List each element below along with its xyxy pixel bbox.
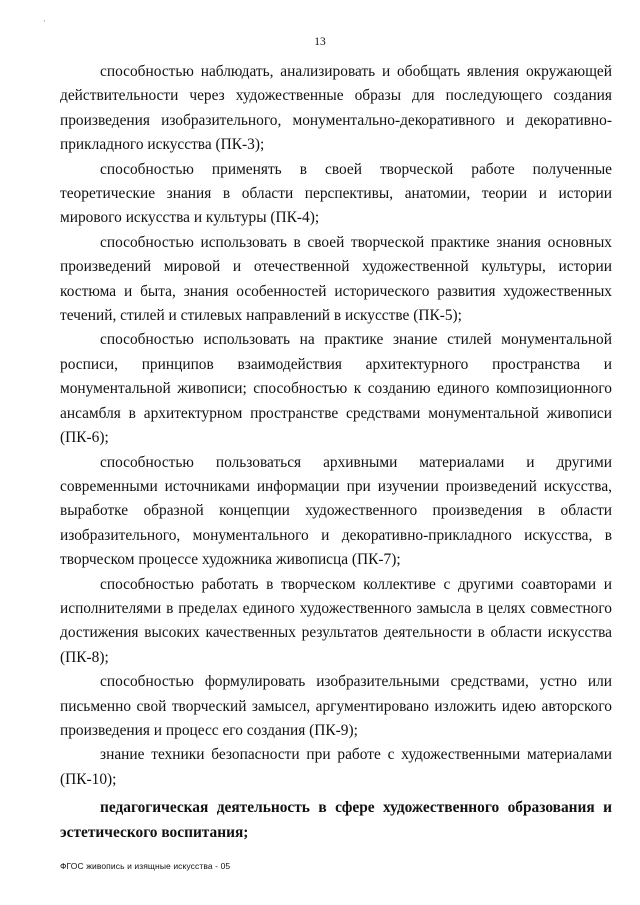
footer-text: ФГОС живопись и изящные искусства - 05 [60, 861, 231, 871]
page-body [60, 60, 612, 845]
scan-mark: · [43, 17, 46, 26]
page-number: 13 [314, 36, 326, 48]
competency-pk10: знание техники безопасности при работе с художественными материалами (ПК-10); [60, 746, 612, 788]
competency-pk8: способностью работать в творческом коллективе с другими соавторами и исполнителями в пределах единого художественного замысла в целях совместного достижения высоких качественных результатов деятельности в области искусства (ПК-8); [60, 575, 612, 666]
competency-pk3: способностью наблюдать, анализировать и обобщать явления окружающей действительности через художественные образы для последующего создания произведения изобразительного, монументально-декоративного и декоративно-прикладного искусства (ПК-3); [60, 63, 612, 154]
section-heading: педагогическая деятельность в сфере художественного образования и эстетического воспитания; [60, 799, 612, 841]
competency-pk6: способностью использовать на практике знание стилей монументальной росписи, принципов взаимодействия архитектурного пространства и монументальной живописи; способностью к созданию единого композиционного ансамбля в архитектурном пространстве средствами монументальной живописи (ПК-6); [60, 331, 612, 447]
competency-pk5: способностью использовать в своей творческой практике знания основных произведений мировой и отечественной художественной культуры, истории костюма и быта, знания особенностей исторического развития художественных течений, стилей и стилевых направлений в искусстве (ПК-5); [60, 233, 612, 325]
competency-pk4: способностью применять в своей творческой работе полученные теоретические знания в области перспективы, анатомии, теории и истории мирового искусства и культуры (ПК-4); [60, 160, 612, 227]
competency-pk9: способностью формулировать изобразительными средствами, устно или письменно свой творческий замысел, аргументировано изложить идею авторского произведения и процесс его создания (ПК-9); [60, 673, 612, 739]
competency-pk7: способностью пользоваться архивными материалами и другими современными источниками информации при изучении произведений искусства, выработке образной концепции художественного произведения в области изобразительного, монументального и декоративно-прикладного искусства, в творческом процессе художника живописца (ПК-7); [60, 453, 612, 569]
